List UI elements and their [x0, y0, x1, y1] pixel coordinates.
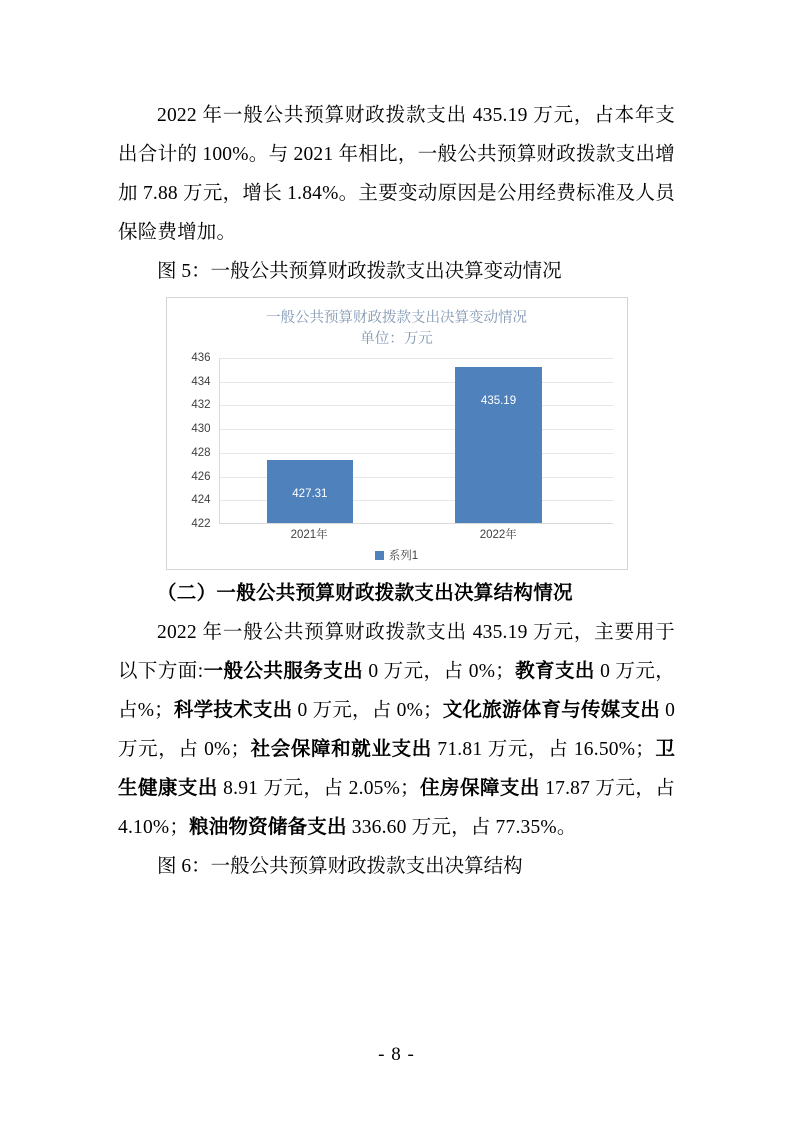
bar-2022 [455, 367, 541, 523]
item-value: 0 万元，占 0%； [363, 661, 515, 682]
item-label: 住房保障支出 [419, 778, 540, 799]
gridline [220, 405, 613, 406]
page-number: - 8 - [378, 1044, 415, 1065]
item-label: 教育支出 [514, 661, 595, 682]
legend-swatch-icon [375, 551, 384, 560]
y-tick-label: 428 [191, 446, 211, 459]
item-label: 社会保障和就业支出 [250, 739, 432, 760]
item-value: 0 万元，占 0%； [118, 700, 676, 760]
y-tick-label: 430 [191, 423, 211, 436]
x-tick-label: 2022年 [479, 529, 517, 541]
chart-plot-area [219, 358, 613, 524]
y-tick-label: 426 [191, 470, 211, 483]
paragraph-expenditure-change: 2022 年一般公共预算财政拨款支出 435.19 万元，占本年支出合计的 100%。与 2021 年相比，一般公共预算财政拨款支出增加 7.88 万元，增长 1.84%。主要变动原因是公用经费标准及人员保险费增加。 [118, 105, 675, 243]
gridline [220, 453, 613, 454]
chart-y-axis [181, 352, 215, 530]
item-label: 卫生健康支出 [118, 739, 676, 799]
paragraph-lead: 2022 年一般公共预算财政拨款支出 435.19 万元，主要用于以下方面: [118, 622, 675, 682]
section-heading-structure: （二）一般公共预算财政拨款支出决算结构情况 [157, 583, 573, 604]
item-value: 336.60 万元，占 77.35%。 [346, 817, 577, 838]
y-tick-label: 434 [191, 375, 211, 388]
paragraph-expenditure-structure [118, 613, 675, 847]
item-value: 0 万元，占 0%； [292, 700, 443, 721]
item-value: 71.81 万元，占 16.50%； [431, 739, 655, 760]
y-tick-label: 422 [191, 518, 211, 530]
bar-2021 [267, 460, 353, 523]
figure-5-chart [166, 297, 628, 570]
figure-5-caption: 图 5：一般公共预算财政拨款支出决算变动情况 [157, 261, 562, 282]
item-label: 粮油物资储备支出 [189, 817, 347, 838]
item-value: 0 万元，占%； [118, 661, 675, 721]
figure-6-caption: 图 6：一般公共预算财政拨款支出决算结构 [157, 856, 523, 877]
gridline [220, 429, 613, 430]
item-value: 17.87 万元，占 4.10%； [118, 778, 675, 838]
item-label: 科学技术支出 [173, 700, 293, 721]
item-label: 一般公共服务支出 [203, 661, 364, 682]
chart-subtitle: 单位：万元 [360, 331, 433, 347]
item-label: 文化旅游体育与传媒支出 [442, 700, 660, 721]
y-tick-label: 432 [191, 399, 211, 412]
chart-title: 一般公共预算财政拨款支出决算变动情况 [266, 310, 527, 326]
gridline [220, 358, 613, 359]
legend-label: 系列1 [388, 550, 419, 562]
chart-plot-wrapper [181, 352, 613, 543]
bar-value-label: 427.31 [292, 488, 328, 500]
chart-x-axis [219, 526, 613, 544]
y-tick-label: 424 [191, 494, 211, 507]
item-value: 8.91 万元，占 2.05%； [217, 778, 420, 799]
chart-legend [167, 547, 627, 563]
y-tick-label: 436 [191, 352, 211, 364]
bar-value-label: 435.19 [480, 395, 517, 407]
gridline [220, 382, 613, 383]
x-tick-label: 2021年 [290, 529, 328, 541]
